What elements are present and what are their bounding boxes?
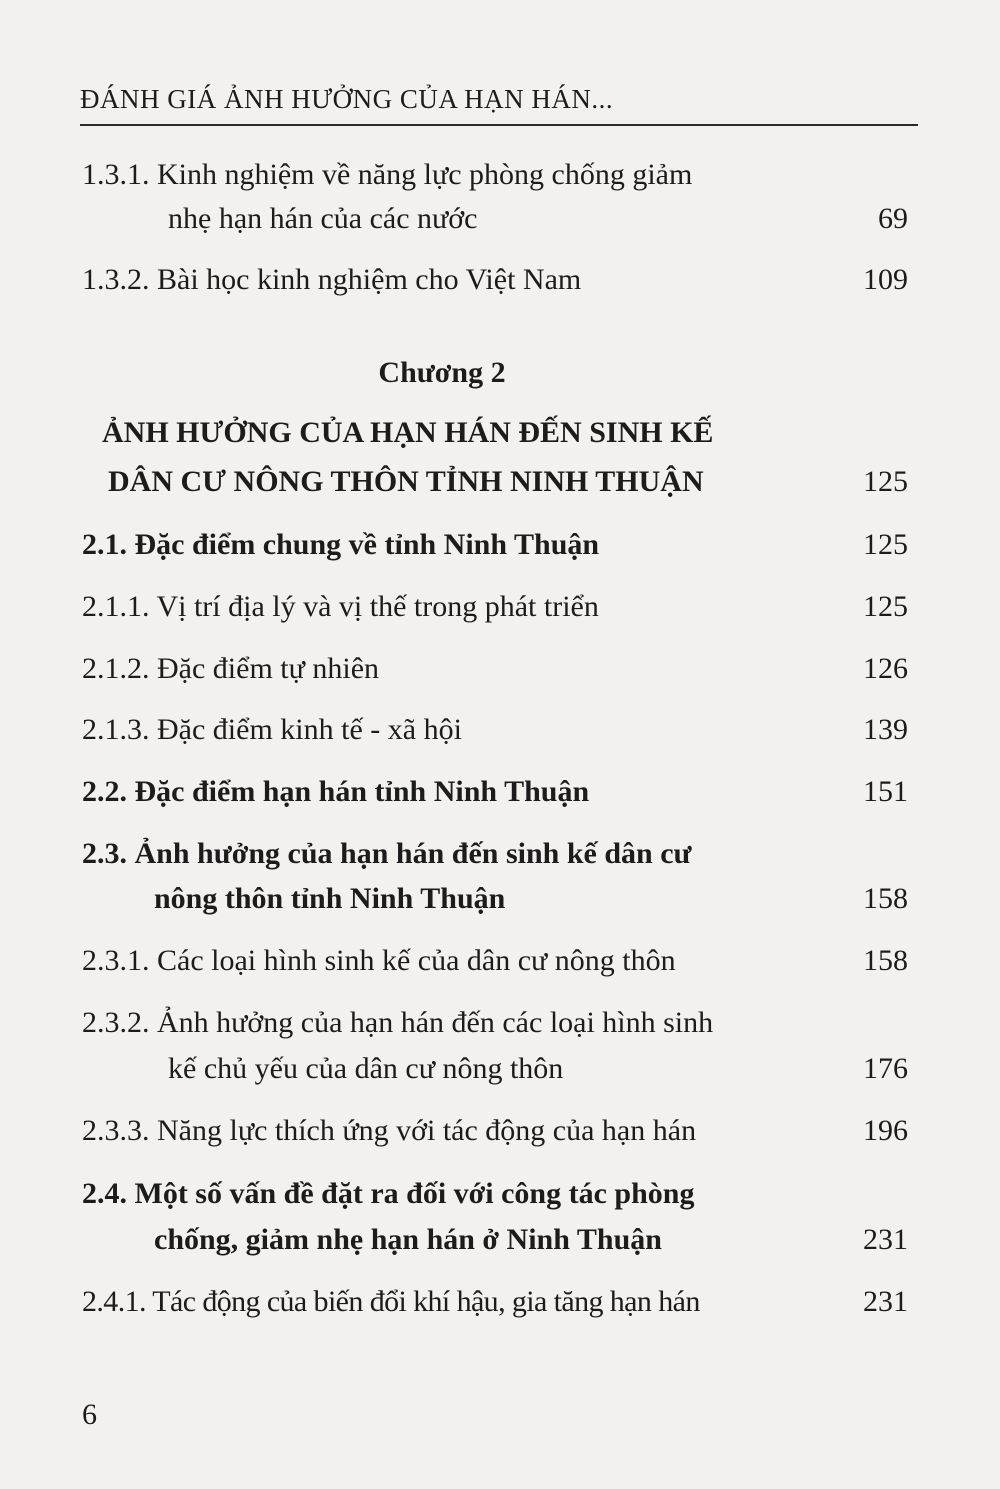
toc-entry-text-cont: nông thôn tỉnh Ninh Thuận [154,882,506,915]
toc-entry-page: 176 [863,1052,908,1085]
toc-entry-page: 158 [863,944,908,977]
toc-entry-text: 2.4. Một số vấn đề đặt ra đối với công tác phòng [82,1177,695,1210]
toc-entry-page: 139 [863,713,908,746]
toc-entry-page: 125 [863,590,908,623]
toc-entry-text-cont: chống, giảm nhẹ hạn hán ở Ninh Thuận [154,1223,662,1256]
toc-entry-page: 196 [863,1114,908,1147]
chapter-title-line2: DÂN CƯ NÔNG THÔN TỈNH NINH THUẬN [108,465,704,498]
toc-entry-text: 2.1.1. Vị trí địa lý và vị thế trong phát triển [82,590,599,623]
toc-entry-text: 2.2. Đặc điểm hạn hán tỉnh Ninh Thuận [82,775,590,808]
toc-entry-text-cont: nhẹ hạn hán của các nước [168,202,478,235]
toc-entry-text: 2.1.3. Đặc điểm kinh tế - xã hội [82,713,462,746]
toc-entry-text: 2.3.2. Ảnh hưởng của hạn hán đến các loại hình sinh [82,1006,714,1039]
toc-entry-text: 2.4.1. Tác động của biến đổi khí hậu, gia tăng hạn hán [82,1285,700,1318]
toc-entry-text-cont: kế chủ yếu của dân cư nông thôn [168,1052,564,1085]
toc-entry-text: 2.3.1. Các loại hình sinh kế của dân cư nông thôn [82,944,676,977]
toc-entry-page: 125 [863,528,908,561]
toc-entry-page: 125 [863,465,908,498]
page-number: 6 [82,1398,97,1431]
toc-entry-text: 1.3.2. Bài học kinh nghiệm cho Việt Nam [82,263,582,296]
toc-entry-page: 69 [878,202,908,235]
running-header: ĐÁNH GIÁ ẢNH HƯỞNG CỦA HẠN HÁN... [80,84,614,114]
toc-entry-page: 109 [863,263,908,296]
header-rule [80,124,918,126]
toc-entry-page: 151 [863,775,908,808]
toc-entry-page: 126 [863,652,908,685]
chapter-label: Chương 2 [378,356,506,389]
chapter-title-line1: ẢNH HƯỞNG CỦA HẠN HÁN ĐẾN SINH KẾ [102,416,714,449]
toc-entry-page: 231 [863,1285,908,1318]
toc-entry-text: 1.3.1. Kinh nghiệm về năng lực phòng chống giảm [82,158,693,191]
toc-entry-text: 2.1.2. Đặc điểm tự nhiên [82,652,380,685]
toc-entry-text: 2.3.3. Năng lực thích ứng với tác động của hạn hán [82,1114,697,1147]
toc-entry-page: 158 [863,882,908,915]
toc-entry-page: 231 [863,1223,908,1256]
toc-entry-text: 2.3. Ảnh hưởng của hạn hán đến sinh kế dân cư [82,837,692,870]
toc-entry-text: 2.1. Đặc điểm chung về tỉnh Ninh Thuận [82,528,600,561]
